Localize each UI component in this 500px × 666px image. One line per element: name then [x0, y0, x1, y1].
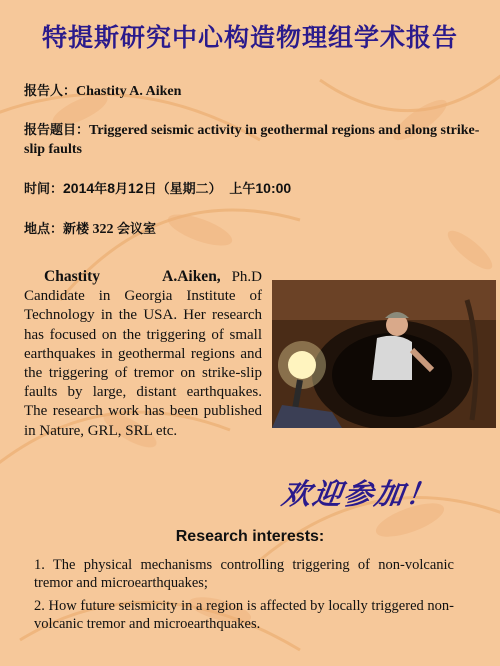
research-interest-item: 1. The physical mechanisms controlling triggering of non-volcanic tremor and microearthquakes; — [34, 557, 454, 591]
place-suffix: 会议室 — [117, 222, 157, 237]
time-month: 8 — [107, 180, 115, 196]
reporter-label: 报告人： — [24, 84, 77, 99]
place-label: 地点： — [24, 222, 64, 237]
place-room: 322 — [92, 222, 114, 237]
welcome-slogan: 欢迎参加！ — [279, 477, 440, 511]
time-line: 时间：2014年8月12日（星期二） 上午10:00 — [24, 180, 292, 197]
field-photo-illustration — [272, 280, 496, 428]
speaker-bio — [24, 267, 262, 441]
time-ampm: 上午 — [229, 182, 256, 197]
time-clock: 10:00 — [255, 180, 292, 196]
place-building: 新楼 — [63, 222, 90, 237]
bio-text: Candidate in Georgia Institute of Technology in the USA. Her research has focused on the triggering of small earthquakes in geothermal regions and the triggering of tremor on strike-slip faults by large, distant earthquakes. The research work has been published in Nature, GRL, SRL etc. — [24, 288, 262, 439]
topic-text: Triggered seismic activity in geothermal regions and along strike-slip faults — [24, 123, 480, 157]
time-day: 12 — [128, 180, 144, 196]
time-year: 2014 — [63, 180, 95, 196]
topic-label: 报告题目： — [24, 123, 90, 138]
research-interest-item: 2. How future seismicity in a region is affected by locally triggered non-volcanic tremor and microearthquakes. — [34, 598, 454, 632]
speaker-photo — [272, 280, 496, 428]
topic-line — [24, 121, 484, 159]
speaker-degree: Ph.D — [231, 269, 262, 285]
place-line — [24, 218, 156, 238]
reporter-line — [24, 80, 181, 100]
poster-title: 特提斯研究中心构造物理组学术报告 — [41, 23, 458, 52]
research-interests-title: Research interests: — [175, 528, 325, 545]
speaker-name: Chastity A.Aiken, — [44, 268, 221, 285]
time-label: 时间： — [24, 182, 64, 197]
reporter-name: Chastity A. Aiken — [76, 84, 182, 99]
